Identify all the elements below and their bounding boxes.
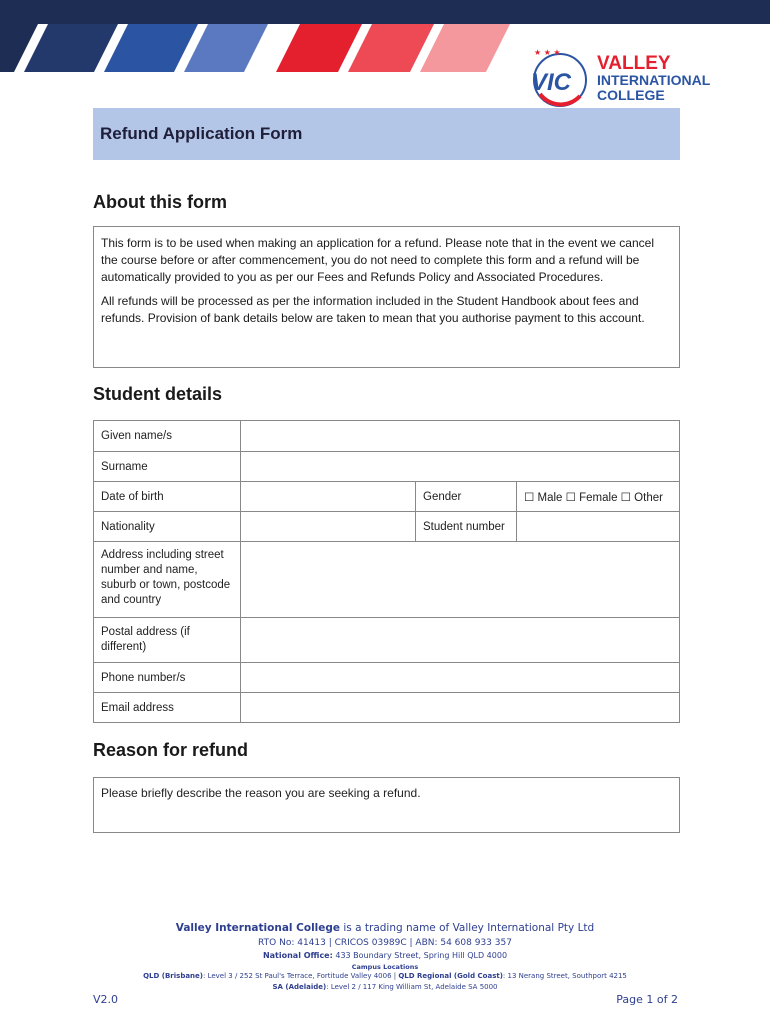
footer-national-office xyxy=(60,951,710,960)
header-stripes-graphic xyxy=(0,24,540,72)
table-row xyxy=(94,421,680,452)
logo-text-international: INTERNATIONAL xyxy=(597,72,711,88)
nationality-label: Nationality xyxy=(94,512,241,542)
footer-national-office-label: National Office: xyxy=(262,951,333,960)
student-number-label: Student number xyxy=(416,512,517,542)
given-names-label: Given name/s xyxy=(94,421,241,452)
surname-field[interactable] xyxy=(241,452,680,482)
page-number: Page 1 of 2 xyxy=(616,993,678,1006)
phone-label: Phone number/s xyxy=(94,663,241,693)
vic-logo-emblem xyxy=(528,46,596,108)
email-label: Email address xyxy=(94,693,241,723)
footer-campus-sa xyxy=(60,983,710,991)
footer-line-1 xyxy=(60,922,710,934)
college-logo xyxy=(528,46,743,108)
student-details-table xyxy=(93,420,680,723)
form-title-banner xyxy=(93,108,680,160)
surname-label: Surname xyxy=(94,452,241,482)
about-text-box xyxy=(93,226,680,368)
footer-brisbane-address: : Level 3 / 252 St Paul's Terrace, Fortitude Valley 4006 | xyxy=(203,972,399,980)
about-heading: About this form xyxy=(93,192,227,212)
footer-registration: RTO No: 41413 | CRICOS 03989C | ABN: 54 608 933 357 xyxy=(258,938,512,948)
footer-college-name: Valley International College xyxy=(175,922,341,934)
table-row xyxy=(94,663,680,693)
address-label: Address including street number and name, suburb or town, postcode and country xyxy=(94,542,241,618)
table-row xyxy=(94,482,680,512)
reason-prompt: Please briefly describe the reason you are seeking a refund. xyxy=(101,786,421,800)
about-paragraph-2: All refunds will be processed as per the information included in the Student Handbook about fees and refunds. Provision of bank details below are taken to mean that you authorise payment to this account. xyxy=(101,294,645,325)
svg-text:VIC: VIC xyxy=(531,69,572,96)
reason-field[interactable] xyxy=(93,777,680,833)
student-details-heading: Student details xyxy=(93,384,223,404)
table-row xyxy=(94,452,680,482)
about-paragraph-1: This form is to be used when making an application for a refund. Please note that in the event we cancel the course before or after commencement, you do not need to complete this form and a refund will be automatically provided to you as per our Fees and Refunds Policy and Associated Procedures. xyxy=(101,236,654,284)
logo-text-valley: VALLEY xyxy=(597,53,671,74)
dob-field[interactable] xyxy=(241,482,416,512)
footer-adelaide-address: : Level 2 / 117 King William St, Adelaide SA 5000 xyxy=(326,983,498,991)
header-top-bar xyxy=(0,0,770,24)
footer-adelaide-label: SA (Adelaide) xyxy=(272,983,327,991)
form-title: Refund Application Form xyxy=(100,124,303,143)
table-row xyxy=(94,693,680,723)
document-version: V2.0 xyxy=(93,993,119,1006)
email-field[interactable] xyxy=(241,693,680,723)
student-number-field[interactable] xyxy=(517,512,680,542)
svg-text:★ ★ ★: ★ ★ ★ xyxy=(534,48,561,57)
footer-national-office-address: 433 Boundary Street, Spring Hill QLD 4000 xyxy=(332,951,508,960)
logo-text-college: COLLEGE xyxy=(597,87,665,103)
footer-gold-coast-address: : 13 Nerang Street, Southport 4215 xyxy=(502,972,627,980)
dob-label: Date of birth xyxy=(94,482,241,512)
table-row xyxy=(94,618,680,663)
footer-campus-heading: Campus Locations xyxy=(351,963,419,971)
nationality-field[interactable] xyxy=(241,512,416,542)
postal-address-label: Postal address (if different) xyxy=(94,618,241,663)
footer-trading-name: is a trading name of Valley International Pty Ltd xyxy=(340,922,595,934)
table-row xyxy=(94,512,680,542)
address-field[interactable] xyxy=(241,542,680,618)
footer-campus-qld xyxy=(60,972,710,980)
footer-gold-coast-label: QLD Regional (Gold Coast) xyxy=(398,972,503,980)
footer-brisbane-label: QLD (Brisbane) xyxy=(143,972,203,980)
gender-label: Gender xyxy=(416,482,517,512)
postal-address-field[interactable] xyxy=(241,618,680,663)
phone-field[interactable] xyxy=(241,663,680,693)
given-names-field[interactable] xyxy=(241,421,680,452)
reason-heading: Reason for refund xyxy=(93,740,249,760)
gender-checkboxes[interactable]: ☐ Male ☐ Female ☐ Other xyxy=(517,482,680,512)
table-row xyxy=(94,542,680,618)
